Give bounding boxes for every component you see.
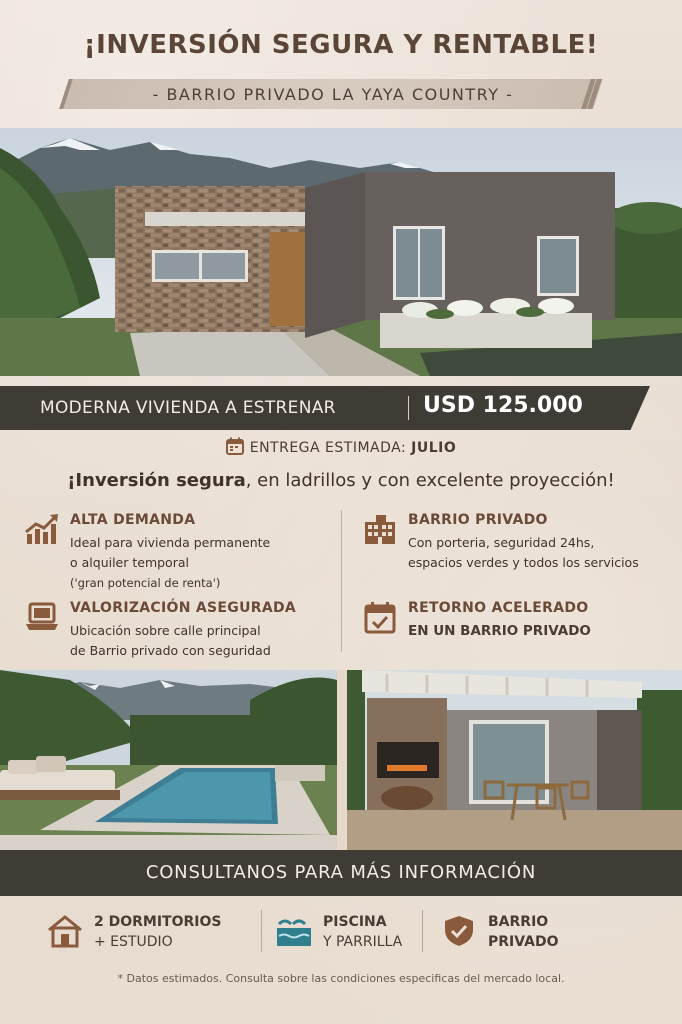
bottom-feature-line1: BARRIO [488,914,549,930]
bottom-feature-line2: PRIVADO [488,934,559,950]
pool-photo [0,670,337,850]
tagline [0,470,682,491]
feature-description [70,533,270,593]
delivery-label: ENTREGA ESTIMADA: [249,440,407,456]
feature-title: ALTA DEMANDA [70,512,196,528]
feature-description [70,621,271,661]
shield-check-icon [440,914,478,948]
house-exterior-image [0,128,682,376]
property-type-label: MODERNA VIVIENDA A ESTRENAR [40,398,336,418]
bottom-feature-line1: 2 DORMITORIOS [94,914,222,930]
feature-description [408,533,639,573]
divider [422,910,423,952]
page-title: ¡INVERSIÓN SEGURA Y RENTABLE! [83,30,599,60]
divider [261,910,262,952]
house-icon [46,914,84,948]
bottom-feature-line1: PISCINA [323,914,387,930]
features-divider [341,510,342,652]
divider [408,396,409,420]
calendar-icon [226,437,244,459]
grill-patio-photo [347,670,682,850]
laptop-icon [24,600,60,634]
feature-line: ('gran potencial de renta') [70,576,221,590]
trend-up-chart-icon [24,512,60,546]
pool-icon [275,914,313,948]
contact-cta: CONSULTANOS PARA MÁS INFORMACIÓN [145,862,537,883]
subtitle: - BARRIO PRIVADO LA YAYA COUNTRY - [152,85,514,104]
feature-line: EN UN BARRIO PRIVADO [408,623,591,639]
footnote: * Datos estimados. Consulta sobre las condiciones especificas del mercado local. [117,972,565,985]
delivery-value: JULIO [411,440,457,456]
feature-description [408,621,591,641]
photo-divider [337,670,347,850]
feature-line: o alquiler temporal [70,555,189,570]
feature-title: VALORIZACIÓN ASEGURADA [70,600,297,616]
bottom-feature-line2: Y PARRILLA [323,934,403,950]
feature-line: espacios verdes y todos los servicios [408,555,639,570]
feature-line: Con porteria, seguridad 24hs, [408,535,595,550]
tagline-bold: ¡Inversión segura [67,470,246,491]
delivery-estimate [0,437,682,459]
price-value: USD 125.000 [423,393,583,418]
calendar-check-icon [362,600,398,634]
building-icon [362,512,398,546]
tagline-rest: , en ladrillos y con excelente proyección! [245,470,615,491]
bottom-feature-line2: + ESTUDIO [94,934,173,950]
feature-title: BARRIO PRIVADO [408,512,548,528]
feature-line: de Barrio privado con seguridad [70,643,271,658]
feature-line: Ideal para vivienda permanente [70,535,271,550]
feature-title: RETORNO ACELERADO [408,600,589,616]
feature-line: Ubicación sobre calle principal [70,623,261,638]
